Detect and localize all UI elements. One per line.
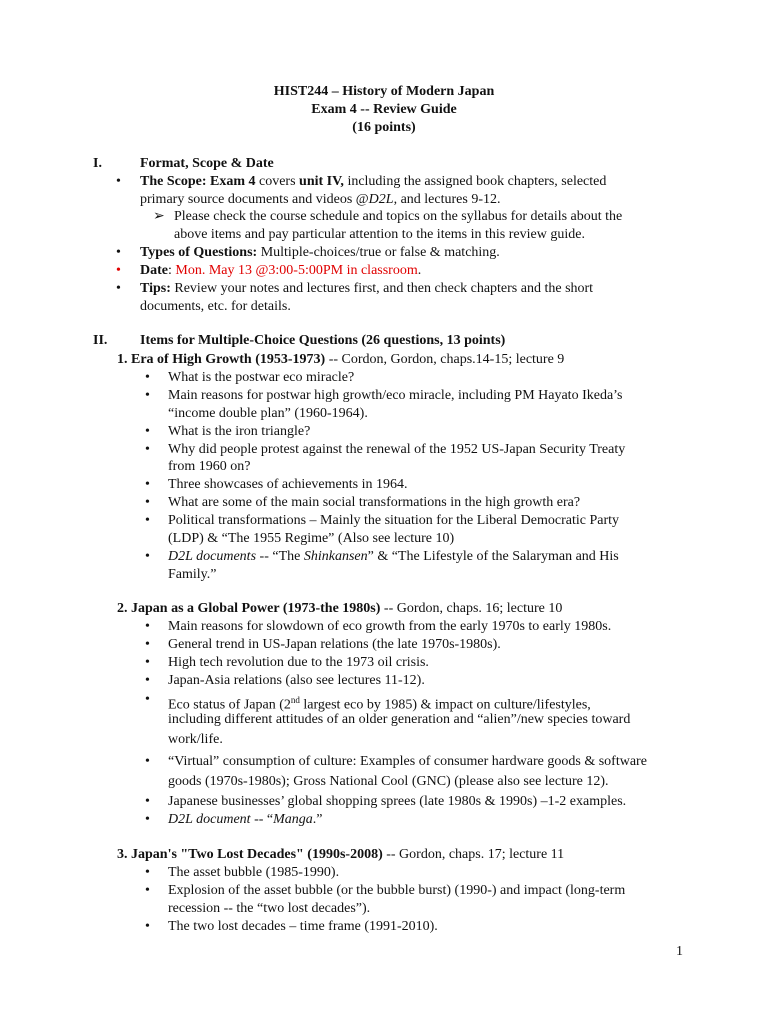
list-item-cont: from 1960 on?	[168, 459, 251, 474]
scope-line-2	[140, 191, 501, 209]
list-item-cont: work/life.	[168, 732, 223, 747]
list-item: Why did people protest against the renewal of the 1952 US-Japan Security Treaty	[168, 442, 626, 457]
list-item-cont: recession -- the “two lost decades”).	[168, 901, 371, 916]
list-item-text: -- “	[250, 812, 274, 827]
section-2-heading	[93, 332, 505, 350]
bullet-icon: •	[145, 370, 150, 385]
list-item: Main reasons for postwar high growth/eco miracle, including PM Hayato Ikeda’s	[168, 388, 623, 403]
topic-3-number: 3.	[117, 847, 128, 862]
scope-label: The Scope: Exam 4	[140, 174, 256, 189]
section-1-numeral: I.	[93, 156, 102, 171]
shinkansen-label: Shinkansen	[303, 549, 368, 564]
bullet-icon: •	[145, 655, 150, 670]
bullet-icon: •	[145, 442, 150, 457]
scope-text-4: , and lectures 9-12.	[393, 192, 501, 207]
list-item-cont: (LDP) & “The 1955 Regime” (Also see lecture 10)	[168, 531, 455, 546]
date-line	[140, 262, 421, 280]
note-line-2: above items and pay particular attention to the items in this review guide.	[174, 227, 585, 242]
d2l-docs-label: D2L documents	[168, 549, 257, 564]
list-item-text: ” & “The Lifestyle of the Salaryman and His	[367, 549, 619, 564]
scope-text-2: including the assigned book chapters, selected	[343, 174, 607, 189]
bullet-icon: •	[145, 883, 150, 898]
bullet-icon: •	[116, 281, 121, 296]
list-item-cont: “income double plan” (1960-1964).	[168, 406, 368, 421]
list-item-text: largest eco by 1985) & impact on culture/lifestyles,	[299, 697, 591, 713]
topic-3-refs: -- Gordon, chaps. 17; lecture 11	[382, 847, 565, 862]
list-item: Political transformations – Mainly the situation for the Liberal Democratic Party	[168, 513, 619, 528]
list-item: What is the postwar eco miracle?	[168, 370, 355, 385]
topic-2-number: 2.	[117, 601, 128, 616]
bullet-icon: •	[145, 619, 150, 634]
list-item: General trend in US-Japan relations (the late 1970s-1980s).	[168, 637, 501, 652]
manga-label: Manga	[273, 812, 313, 827]
bullet-icon: •	[145, 673, 150, 688]
bullet-icon: •	[145, 794, 150, 809]
types-line	[140, 244, 500, 262]
list-item-cont: Family.”	[168, 567, 217, 582]
topic-2-title: Japan as a Global Power (1973-the 1980s)	[131, 601, 381, 616]
bullet-icon: •	[145, 388, 150, 403]
topic-1-refs: -- Cordon, Gordon, chaps.14-15; lecture 9	[325, 352, 565, 367]
scope-text-3: primary source documents and videos @	[140, 192, 369, 207]
doc-title: HIST244 – History of Modern Japan	[273, 84, 495, 99]
bullet-icon: •	[116, 263, 121, 278]
list-item-cont: including different attitudes of an older generation and “alien”/new species toward	[168, 712, 631, 727]
list-item-cont: goods (1970s-1980s); Gross National Cool (GNC) (please also see lecture 12).	[168, 774, 609, 789]
bullet-icon: •	[145, 919, 150, 934]
doc-points: (16 points)	[352, 120, 416, 135]
scope-unit: unit IV,	[299, 174, 344, 189]
list-item-text: .”	[312, 812, 323, 827]
list-item: Japan-Asia relations (also see lectures 11-12).	[168, 673, 425, 688]
bullet-icon: •	[145, 812, 150, 827]
section-2-numeral: II.	[93, 333, 108, 348]
topic-2-heading	[117, 600, 562, 618]
topic-1-heading	[117, 351, 564, 369]
list-item-text: -- “The	[256, 549, 304, 564]
bullet-icon: •	[116, 174, 121, 189]
list-item: What are some of the main social transformations in the high growth era?	[168, 495, 581, 510]
date-label: Date	[140, 263, 168, 278]
tips-text: Review your notes and lectures first, and then check chapters and the short	[170, 281, 594, 296]
page-number: 1	[676, 944, 683, 959]
topic-2-refs: -- Gordon, chaps. 16; lecture 10	[380, 601, 563, 616]
date-colon: :	[168, 263, 176, 278]
d2l-label: D2L	[368, 192, 394, 207]
section-1-heading	[93, 155, 274, 173]
scope-text: covers	[255, 174, 300, 189]
ordinal-suffix: nd	[290, 695, 300, 705]
list-item: Japanese businesses’ global shopping sprees (late 1980s & 1990s) –1-2 examples.	[168, 794, 627, 809]
tips-label: Tips:	[140, 281, 171, 296]
types-label: Types of Questions:	[140, 245, 258, 260]
list-item: Main reasons for slowdown of eco growth from the early 1970s to early 1980s.	[168, 619, 612, 634]
tips-line-2: documents, etc. for details.	[140, 299, 291, 314]
list-item: “Virtual” consumption of culture: Examples of consumer hardware goods & software	[168, 754, 647, 769]
list-item	[168, 811, 323, 829]
bullet-icon: •	[145, 754, 150, 769]
topic-3-heading	[117, 846, 564, 864]
bullet-icon: •	[145, 513, 150, 528]
note-line-1: Please check the course schedule and topics on the syllabus for details about the	[174, 209, 623, 224]
bullet-icon: •	[116, 245, 121, 260]
topic-1-title: Era of High Growth (1953-1973)	[131, 352, 326, 367]
d2l-doc-label: D2L document	[168, 812, 251, 827]
types-text: Multiple-choices/true or false & matching.	[257, 245, 500, 260]
list-item	[168, 548, 619, 566]
bullet-icon: •	[145, 637, 150, 652]
bullet-icon: •	[145, 477, 150, 492]
exam-date: Mon. May 13 @3:00-5:00PM in classroom	[175, 263, 418, 278]
bullet-icon: •	[145, 424, 150, 439]
section-2-title: Items for Multiple-Choice Questions (26 questions, 13 points)	[140, 333, 506, 348]
section-1-title: Format, Scope & Date	[140, 156, 274, 171]
list-item: High tech revolution due to the 1973 oil crisis.	[168, 655, 429, 670]
topic-3-title: Japan's "Two Lost Decades" (1990s-2008)	[131, 847, 383, 862]
list-item-text: Eco status of Japan (2	[168, 697, 291, 713]
bullet-icon: •	[145, 495, 150, 510]
list-item: Three showcases of achievements in 1964.	[168, 477, 408, 492]
list-item: Explosion of the asset bubble (or the bubble burst) (1990-) and impact (long-term	[168, 883, 626, 898]
bullet-icon: •	[145, 865, 150, 880]
doc-subtitle: Exam 4 -- Review Guide	[311, 102, 457, 117]
scope-line-1	[140, 173, 606, 191]
arrow-bullet-icon: ➢	[153, 209, 165, 224]
tips-line-1	[140, 280, 593, 298]
bullet-icon: •	[145, 692, 150, 707]
bullet-icon: •	[145, 549, 150, 564]
list-item: The asset bubble (1985-1990).	[168, 865, 340, 880]
list-item: What is the iron triangle?	[168, 424, 311, 439]
date-end: .	[417, 263, 422, 278]
list-item: The two lost decades – time frame (1991-2010).	[168, 919, 438, 934]
topic-1-number: 1.	[117, 352, 128, 367]
